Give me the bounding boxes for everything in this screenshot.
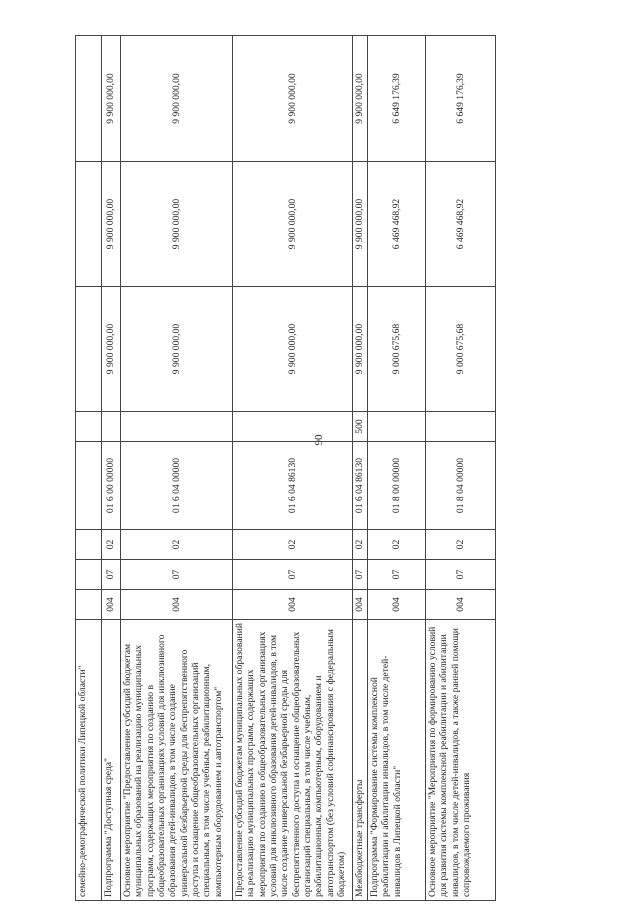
table-row <box>353 36 368 901</box>
expense-type-code <box>233 412 353 442</box>
subsection-code: 02 <box>368 530 426 560</box>
target-article-code: 01 8 04 00000 <box>426 442 496 530</box>
amount-year-1: 9 000 675,68 <box>368 287 426 412</box>
budget-table-sheet <box>75 36 495 901</box>
amount-year-1: 9 900 000,00 <box>121 287 233 412</box>
section-code: 07 <box>233 560 353 590</box>
expense-type-code <box>121 412 233 442</box>
amount-year-2 <box>76 162 102 287</box>
amount-year-2: 9 900 000,00 <box>353 162 368 287</box>
gr-code: 004 <box>121 590 233 620</box>
gr-code: 004 <box>102 590 121 620</box>
row-name: семейно-демографической политики Липецкой области" <box>76 620 102 901</box>
table-row <box>76 36 102 901</box>
expense-type-code <box>426 412 496 442</box>
amount-year-1 <box>76 287 102 412</box>
amount-year-3: 6 649 176,39 <box>368 36 426 162</box>
amount-year-3: 9 900 000,00 <box>353 36 368 162</box>
target-article-code: 01 6 00 00000 <box>102 442 121 530</box>
target-article-code: 01 6 04 86130 <box>353 442 368 530</box>
amount-year-3: 9 900 000,00 <box>102 36 121 162</box>
page-number: 90 <box>313 434 325 446</box>
row-name: Межбюджетные трансферты <box>353 620 368 901</box>
row-name: Основное мероприятие "Мероприятия по формированию условий для развития системы комплексной реабилитации и абилитации инвалидов, в том числе детей-инвалидов, а также ранней помощи сопровождаемого проживания <box>426 620 496 901</box>
expense-type-code <box>368 412 426 442</box>
amount-year-2: 9 900 000,00 <box>121 162 233 287</box>
row-name: Предоставление субсидий бюджетам муниципальных образований на реализацию муниципальных программ, содержащих мероприятия по созданию в общеобразовательных организациях условий для инклюзивного образования детей-инвалидов, в том числе создание универсальной безбарьерной среды для беспрепятственного доступа и оснащение общеобразовательных организаций специальным, в том числе учебным, реабилитационным, компьютерным, оборудованием и автотранспортом (без условий софинансирования с федеральным бюджетом) <box>233 620 353 901</box>
subsection-code: 02 <box>233 530 353 560</box>
amount-year-2: 9 900 000,00 <box>102 162 121 287</box>
row-name: Основное мероприятие "Предоставление субсидий бюджетам муниципальных образований на реализацию муниципальных программ, содержащих мероприятия по созданию в общеобразовательных организациях условий для инклюзивного образования детей-инвалидов, в том числе создание универсальной безбарьерной среды для беспрепятственного доступа и оснащение общеобразовательных организаций специальным, в том числе учебным, реабилитационным, компьютерным оборудованием и автотранспортом" <box>121 620 233 901</box>
section-code: 07 <box>102 560 121 590</box>
section-code: 07 <box>353 560 368 590</box>
amount-year-3: 9 900 000,00 <box>233 36 353 162</box>
target-article-code: 01 6 04 00000 <box>121 442 233 530</box>
amount-year-3: 6 649 176,39 <box>426 36 496 162</box>
row-name: Подпрограмма "Доступная среда" <box>102 620 121 901</box>
budget-table <box>75 35 496 901</box>
amount-year-1: 9 900 000,00 <box>233 287 353 412</box>
amount-year-2: 9 900 000,00 <box>233 162 353 287</box>
amount-year-3 <box>76 36 102 162</box>
gr-code <box>76 590 102 620</box>
expense-type-code <box>102 412 121 442</box>
row-name: Подпрограмма "Формирование системы комплексной реабилитации и абилитации инвалидов, в том числе детей-инвалидов в Липецкой области" <box>368 620 426 901</box>
amount-year-1: 9 000 675,68 <box>426 287 496 412</box>
expense-type-code: 500 <box>353 412 368 442</box>
target-article-code: 01 8 00 00000 <box>368 442 426 530</box>
target-article-code <box>76 442 102 530</box>
subsection-code: 02 <box>353 530 368 560</box>
gr-code: 004 <box>353 590 368 620</box>
gr-code: 004 <box>368 590 426 620</box>
table-row <box>102 36 121 901</box>
amount-year-2: 6 469 468,92 <box>426 162 496 287</box>
table-row <box>121 36 233 901</box>
table-row <box>368 36 426 901</box>
amount-year-1: 9 900 000,00 <box>353 287 368 412</box>
table-row <box>233 36 353 901</box>
expense-type-code <box>76 412 102 442</box>
table-row <box>426 36 496 901</box>
section-code <box>76 560 102 590</box>
amount-year-3: 9 900 000,00 <box>121 36 233 162</box>
subsection-code <box>76 530 102 560</box>
subsection-code: 02 <box>121 530 233 560</box>
gr-code: 004 <box>233 590 353 620</box>
gr-code: 004 <box>426 590 496 620</box>
subsection-code: 02 <box>102 530 121 560</box>
section-code: 07 <box>121 560 233 590</box>
target-article-code: 01 6 04 86130 <box>233 442 353 530</box>
subsection-code: 02 <box>426 530 496 560</box>
amount-year-1: 9 900 000,00 <box>102 287 121 412</box>
section-code: 07 <box>368 560 426 590</box>
amount-year-2: 6 469 468,92 <box>368 162 426 287</box>
section-code: 07 <box>426 560 496 590</box>
